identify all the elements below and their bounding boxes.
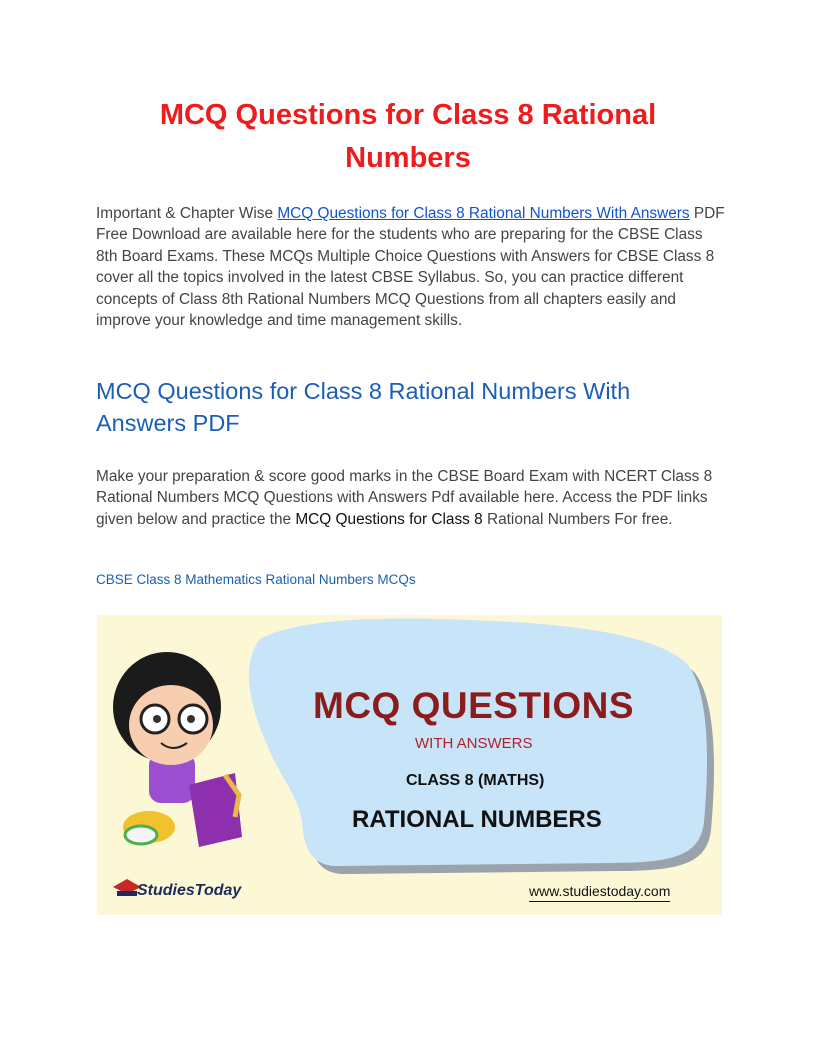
mathematics-mcqs-link[interactable]: CBSE Class 8 Mathematics Rational Numbers MCQs (96, 572, 416, 587)
intro-text-start: Important & Chapter Wise (96, 205, 278, 222)
intro-text-end: PDF Free Download are available here for the students who are preparing for the CBSE Class 8th Board Exams. These MCQs Multiple Choice Questions with Answers for CBSE Class 8 cover all the topics involved in the latest CBSE Syllabus. So, you can practice different concepts of Class 8th Rational Numbers MCQ Questions from all chapters easily and improve your knowledge and time management skills. (96, 205, 725, 330)
banner-heading: MCQ QUESTIONS (313, 685, 635, 726)
intro-paragraph (96, 203, 726, 331)
preparation-paragraph (96, 466, 726, 530)
banner-subheading: WITH ANSWERS (415, 735, 533, 752)
page-title: MCQ Questions for Class 8 Rational Numbers (159, 99, 657, 174)
preparation-text-end: Rational Numbers For free. (482, 510, 673, 528)
banner-logo-text: StudiesToday (137, 882, 242, 899)
banner-website: www.studiestoday.com (529, 883, 670, 902)
boy-reading-icon (113, 652, 242, 847)
banner-artwork (97, 615, 722, 915)
mcq-answers-link[interactable]: MCQ Questions for Class 8 Rational Numbers With Answers (277, 205, 690, 222)
section-heading: MCQ Questions for Class 8 Rational Numbers With Answers PDF (96, 378, 631, 436)
mcq-banner-image (97, 615, 722, 915)
highlight-text: MCQ Questions for Class 8 (295, 510, 483, 528)
preparation-text-start: Make your preparation & score good marks in the CBSE Board Exam with NCERT Class 8 Rational Numbers MCQ Questions with Answers Pdf available here. Access the PDF links given below and practice the (96, 468, 713, 528)
banner-topic: RATIONAL NUMBERS (352, 806, 602, 833)
banner-class-label: CLASS 8 (MATHS) (406, 772, 545, 789)
